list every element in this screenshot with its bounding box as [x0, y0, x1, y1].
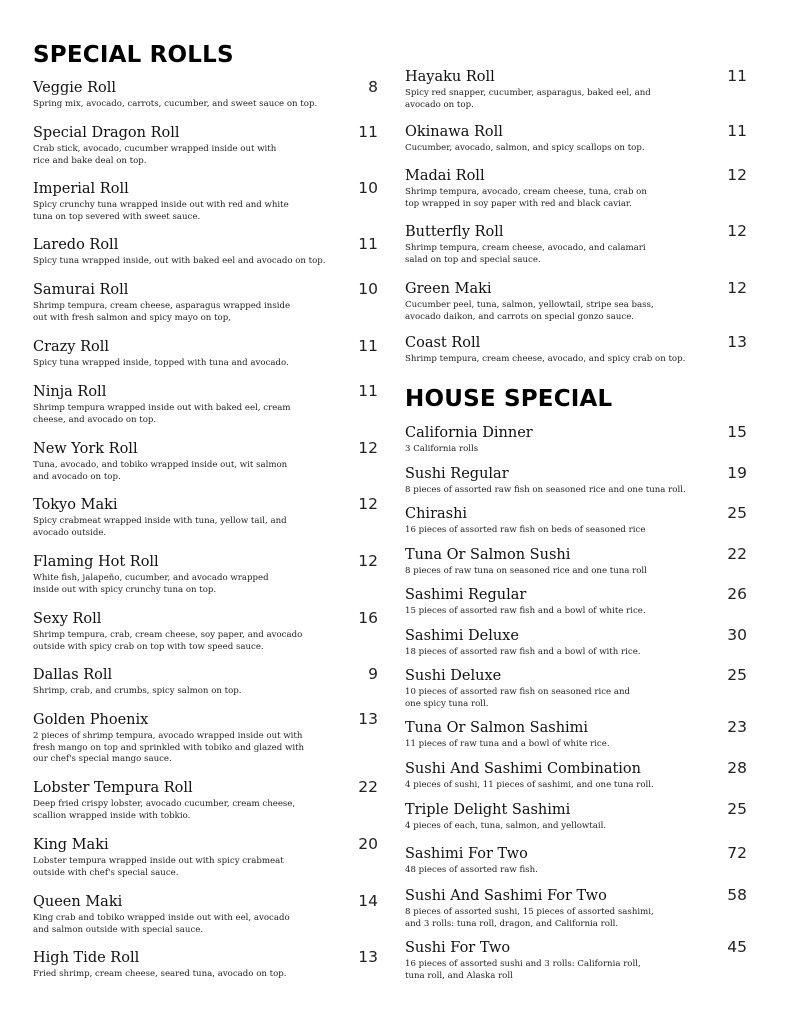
- menu-item: [33, 80, 378, 111]
- item-description: Deep fried crispy lobster, avocado cucumber, cream cheese, scallion wrapped inside with tobkio.: [33, 799, 296, 821]
- item-description: 3 California rolls: [405, 444, 479, 454]
- item-name: Imperial Roll: [33, 181, 129, 197]
- item-description: Shrimp tempura wrapped inside out with baked eel, cream cheese, and avocado on top.: [33, 403, 291, 425]
- item-price: 26: [727, 585, 747, 603]
- item-price: 13: [727, 333, 747, 351]
- menu-item: [33, 125, 378, 167]
- menu-item: [405, 506, 747, 537]
- item-name: Sushi Regular: [405, 466, 509, 482]
- item-name: Tuna Or Salmon Sashimi: [405, 720, 589, 736]
- item-price: 8: [368, 78, 378, 96]
- menu-item: [405, 761, 747, 792]
- item-name: Tuna Or Salmon Sushi: [405, 547, 571, 563]
- item-description: Spicy crabmeat wrapped inside with tuna, yellow tail, and avocado outside.: [33, 516, 287, 538]
- item-name: Sushi Deluxe: [405, 668, 502, 684]
- item-price: 11: [727, 67, 747, 85]
- item-name: Sushi And Sashimi For Two: [405, 888, 607, 904]
- item-description: Shrimp tempura, crab, cream cheese, soy paper, and avocado outside with spicy crab on top with tow speed sauce.: [33, 630, 303, 652]
- menu-item: [33, 181, 378, 223]
- item-price: 30: [727, 626, 747, 644]
- item-price: 13: [358, 948, 378, 966]
- item-name: Queen Maki: [33, 894, 123, 910]
- item-name: Tokyo Maki: [33, 497, 118, 513]
- item-name: Crazy Roll: [33, 339, 110, 355]
- item-description: 4 pieces of sushi, 11 pieces of sashimi, and one tuna roll.: [405, 780, 654, 790]
- menu-item: [33, 950, 378, 981]
- item-name: Sushi And Sashimi Combination: [405, 761, 642, 777]
- menu-item: [33, 497, 378, 539]
- item-name: Triple Delight Sashimi: [405, 802, 571, 818]
- item-price: 12: [358, 552, 378, 570]
- item-price: 25: [727, 504, 747, 522]
- item-name: King Maki: [33, 837, 109, 853]
- menu-item: [405, 168, 747, 210]
- menu-item: [405, 335, 747, 366]
- item-price: 16: [358, 609, 378, 627]
- item-price: 23: [727, 718, 747, 736]
- item-description: Spring mix, avocado, carrots, cucumber, and sweet sauce on top.: [33, 99, 318, 109]
- item-description: 11 pieces of raw tuna and a bowl of white rice.: [405, 739, 610, 749]
- menu-item: [405, 587, 747, 618]
- item-price: 12: [358, 495, 378, 513]
- item-description: Shrimp tempura, avocado, cream cheese, tuna, crab on top wrapped in soy paper with red and black caviar.: [405, 187, 647, 209]
- item-description: 15 pieces of assorted raw fish and a bowl of white rice.: [405, 606, 646, 616]
- item-name: California Dinner: [405, 425, 533, 441]
- item-price: 45: [727, 938, 747, 956]
- item-price: 10: [358, 280, 378, 298]
- item-description: Shrimp tempura, cream cheese, avocado, and calamari salad on top and special sauce.: [405, 243, 646, 265]
- item-name: Special Dragon Roll: [33, 125, 180, 141]
- item-price: 11: [358, 382, 378, 400]
- menu-item: [405, 224, 747, 266]
- item-price: 20: [358, 835, 378, 853]
- item-price: 28: [727, 759, 747, 777]
- item-description: Spicy crunchy tuna wrapped inside out with red and white tuna on top severed with sweet sauce.: [33, 200, 289, 222]
- menu-item: [405, 940, 747, 982]
- item-description: Crab stick, avocado, cucumber wrapped inside out with rice and bake deal on top.: [33, 144, 277, 166]
- item-description: 2 pieces of shrimp tempura, avocado wrapped inside out with fresh mango on top and sprinkled with tobiko and glazed with our chef's special mango sauce.: [33, 731, 305, 765]
- item-description: Shrimp tempura, cream cheese, avocado, and spicy crab on top.: [405, 354, 686, 364]
- item-description: Shrimp tempura, cream cheese, asparagus wrapped inside out with fresh salmon and spicy mayo on top,: [33, 301, 291, 323]
- house-special-heading: HOUSE SPECIAL: [405, 386, 613, 412]
- item-price: 13: [358, 710, 378, 728]
- item-description: 4 pieces of each, tuna, salmon, and yellowtail.: [405, 821, 607, 831]
- item-description: 8 pieces of assorted sushi, 15 pieces of assorted sashimi, and 3 rolls: tuna roll, dragon, and California roll.: [405, 907, 654, 929]
- item-price: 22: [727, 545, 747, 563]
- menu-item: [33, 667, 378, 698]
- special-rolls-heading: SPECIAL ROLLS: [33, 42, 234, 68]
- item-description: Spicy tuna wrapped inside, out with baked eel and avocado on top.: [33, 256, 326, 266]
- item-name: Dallas Roll: [33, 667, 113, 683]
- menu-item: [405, 628, 747, 659]
- menu-item: [405, 547, 747, 578]
- menu-item: [405, 846, 747, 877]
- item-price: 10: [358, 179, 378, 197]
- item-description: Cucumber peel, tuna, salmon, yellowtail, stripe sea bass, avocado daikon, and carrots on special gonzo sauce.: [405, 300, 654, 322]
- item-description: Lobster tempura wrapped inside out with spicy crabmeat outside with chef's special sauce.: [33, 856, 284, 878]
- item-name: Laredo Roll: [33, 237, 119, 253]
- item-name: Ninja Roll: [33, 384, 107, 400]
- item-price: 72: [727, 844, 747, 862]
- item-description: 8 pieces of assorted raw fish on seasoned rice and one tuna roll.: [405, 485, 686, 495]
- item-name: Sushi For Two: [405, 940, 511, 956]
- item-name: New York Roll: [33, 441, 138, 457]
- item-name: Lobster Tempura Roll: [33, 780, 193, 796]
- item-name: Chirashi: [405, 506, 468, 522]
- menu-item: [405, 888, 747, 930]
- menu-item: [33, 780, 378, 822]
- item-price: 19: [727, 464, 747, 482]
- item-price: 14: [358, 892, 378, 910]
- item-name: Madai Roll: [405, 168, 485, 184]
- menu-item: [33, 837, 378, 879]
- menu-item: [33, 894, 378, 936]
- item-description: White fish, jalapeño, cucumber, and avocado wrapped inside out with spicy crunchy tuna on top.: [33, 573, 269, 595]
- menu-item: [33, 441, 378, 483]
- item-description: Fried shrimp, cream cheese, seared tuna, avocado on top.: [33, 969, 287, 979]
- menu-item: [33, 611, 378, 653]
- item-name: Green Maki: [405, 281, 492, 297]
- item-name: Okinawa Roll: [405, 124, 503, 140]
- item-price: 25: [727, 666, 747, 684]
- item-description: Spicy tuna wrapped inside, topped with tuna and avocado.: [33, 358, 289, 368]
- item-price: 12: [727, 279, 747, 297]
- menu-item: [405, 668, 747, 710]
- menu-item: [405, 281, 747, 323]
- item-name: Butterfly Roll: [405, 224, 504, 240]
- item-description: 16 pieces of assorted raw fish on beds of seasoned rice: [405, 525, 646, 535]
- menu-item: [33, 282, 378, 324]
- item-name: Veggie Roll: [33, 80, 117, 96]
- item-price: 15: [727, 423, 747, 441]
- item-price: 11: [358, 235, 378, 253]
- item-price: 11: [358, 337, 378, 355]
- item-description: Shrimp, crab, and crumbs, spicy salmon on top.: [33, 686, 242, 696]
- item-price: 9: [368, 665, 378, 683]
- item-description: 18 pieces of assorted raw fish and a bowl of with rice.: [405, 647, 641, 657]
- item-description: 16 pieces of assorted sushi and 3 rolls: California roll, tuna roll, and Alaska roll: [405, 959, 641, 981]
- menu-item: [405, 69, 747, 111]
- item-price: 12: [727, 166, 747, 184]
- menu-item: [33, 712, 378, 766]
- item-price: 12: [727, 222, 747, 240]
- item-description: 8 pieces of raw tuna on seasoned rice and one tuna roll: [405, 566, 647, 576]
- item-description: Tuna, avocado, and tobiko wrapped inside out, wit salmon and avocado on top.: [33, 460, 288, 482]
- menu-item: [405, 802, 747, 833]
- item-name: Coast Roll: [405, 335, 481, 351]
- item-name: Sashimi Deluxe: [405, 628, 519, 644]
- item-name: Samurai Roll: [33, 282, 129, 298]
- item-description: Cucumber, avocado, salmon, and spicy scallops on top.: [405, 143, 645, 153]
- item-name: Golden Phoenix: [33, 712, 149, 728]
- menu-item: [405, 720, 747, 751]
- item-description: King crab and tobiko wrapped inside out with eel, avocado and salmon outside with special sauce.: [33, 913, 290, 935]
- item-price: 25: [727, 800, 747, 818]
- item-name: Flaming Hot Roll: [33, 554, 159, 570]
- menu-item: [405, 466, 747, 497]
- item-price: 11: [727, 122, 747, 140]
- menu-item: [33, 554, 378, 596]
- item-price: 12: [358, 439, 378, 457]
- item-name: High Tide Roll: [33, 950, 140, 966]
- item-price: 22: [358, 778, 378, 796]
- item-price: 58: [727, 886, 747, 904]
- item-description: 48 pieces of assorted raw fish.: [405, 865, 538, 875]
- item-description: 10 pieces of assorted raw fish on seasoned rice and one spicy tuna roll.: [405, 687, 630, 709]
- item-name: Sashimi For Two: [405, 846, 528, 862]
- item-description: Spicy red snapper, cucumber, asparagus, baked eel, and avocado on top.: [405, 88, 651, 110]
- menu-item: [405, 425, 747, 456]
- item-name: Hayaku Roll: [405, 69, 495, 85]
- item-name: Sashimi Regular: [405, 587, 527, 603]
- menu-item: [33, 339, 378, 370]
- menu-item: [33, 384, 378, 426]
- item-name: Sexy Roll: [33, 611, 102, 627]
- menu-item: [405, 124, 747, 155]
- item-price: 11: [358, 123, 378, 141]
- menu-item: [33, 237, 378, 268]
